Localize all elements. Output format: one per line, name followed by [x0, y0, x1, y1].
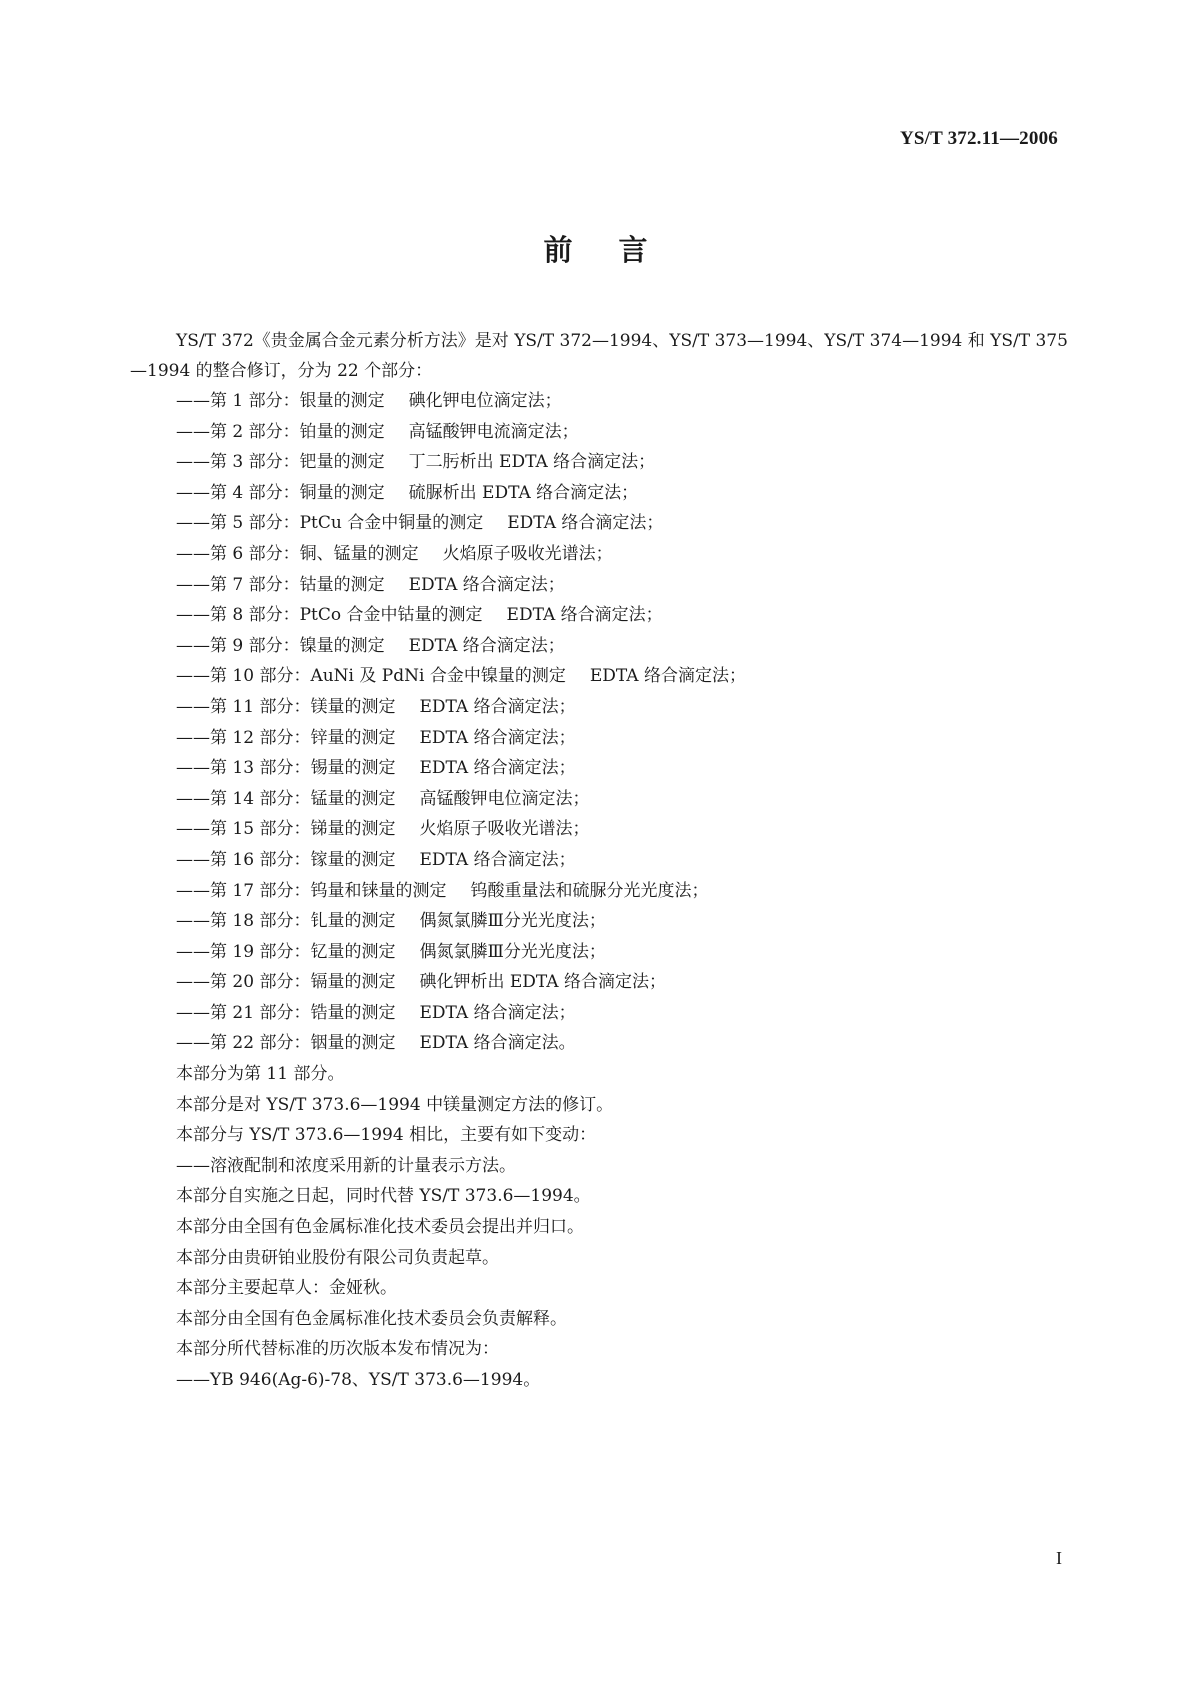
list-item [130, 692, 1070, 723]
list-item [130, 478, 1070, 509]
part-label: ——第 21 部分：锆量的测定 [176, 1002, 396, 1023]
part-label: ——第 15 部分：锑量的测定 [176, 819, 396, 840]
part-method: EDTA 络合滴定法； [419, 758, 576, 779]
list-item [130, 998, 1070, 1029]
part-method: EDTA 络合滴定法； [408, 635, 565, 656]
part-method: EDTA 络合滴定法； [419, 727, 576, 748]
part-label: ——第 18 部分：钆量的测定 [176, 911, 396, 932]
part-method: EDTA 络合滴定法； [506, 605, 663, 626]
part-method: 高锰酸钾电位滴定法； [419, 788, 590, 809]
statement-line: 本部分为第 11 部分。 [176, 1064, 345, 1085]
part-method: 高锰酸钾电流滴定法； [408, 421, 579, 442]
list-item [130, 937, 1070, 968]
parts-list [130, 386, 1070, 1059]
list-item [130, 631, 1070, 662]
statement-line: 本部分所代替标准的历次版本发布情况为： [176, 1339, 499, 1360]
part-label: ——第 22 部分：铟量的测定 [176, 1033, 396, 1054]
list-item [130, 539, 1070, 570]
part-method: 碘化钾电位滴定法； [408, 391, 562, 411]
part-label: ——第 17 部分：钨量和铼量的测定 [176, 880, 447, 901]
list-item [130, 967, 1070, 998]
part-method: 火焰原子吸收光谱法； [442, 543, 613, 564]
part-method: EDTA 络合滴定法； [419, 849, 576, 870]
statement-line: 本部分是对 YS/T 373.6—1994 中镁量测定方法的修订。 [176, 1094, 614, 1115]
document-body [130, 326, 1070, 1396]
part-label: ——第 9 部分：镍量的测定 [176, 635, 385, 656]
part-label: ——第 3 部分：钯量的测定 [176, 452, 385, 473]
statement-line: 本部分由全国有色金属标准化技术委员会负责解释。 [176, 1308, 567, 1329]
statements [130, 1059, 1070, 1396]
statement-line: 本部分与 YS/T 373.6—1994 相比，主要有如下变动： [176, 1125, 597, 1146]
statement-line: 本部分由贵研铂业股份有限公司负责起草。 [176, 1247, 499, 1268]
part-label: ——第 4 部分：铜量的测定 [176, 482, 385, 503]
list-item [130, 386, 1070, 417]
part-method: EDTA 络合滴定法； [589, 666, 746, 687]
part-label: ——第 2 部分：铂量的测定 [176, 421, 385, 442]
part-label: ——第 10 部分：AuNi 及 PdNi 合金中镍量的测定 [176, 666, 566, 687]
part-label: ——第 20 部分：镉量的测定 [176, 972, 396, 993]
part-method: 丁二肟析出 EDTA 络合滴定法； [408, 452, 656, 473]
list-item [130, 906, 1070, 937]
list-item [130, 876, 1070, 907]
list-item [130, 661, 1070, 692]
list-item [130, 814, 1070, 845]
list-item [130, 845, 1070, 876]
list-item [130, 417, 1070, 448]
part-method: 硫脲析出 EDTA 络合滴定法； [408, 482, 639, 503]
part-method: EDTA 络合滴定法； [419, 696, 576, 717]
part-label: ——第 6 部分：铜、锰量的测定 [176, 543, 419, 564]
part-label: ——第 7 部分：钴量的测定 [176, 574, 385, 595]
statement-line: 本部分主要起草人：金娅秋。 [176, 1278, 397, 1299]
document-code: YS/T 372.11—2006 [899, 128, 1058, 149]
part-method: EDTA 络合滴定法； [408, 574, 565, 595]
part-label: ——第 13 部分：锡量的测定 [176, 758, 396, 779]
part-label: ——第 14 部分：锰量的测定 [176, 788, 396, 809]
part-label: ——第 11 部分：镁量的测定 [176, 696, 396, 717]
part-method: 偶氮氯膦Ⅲ分光光度法； [419, 941, 606, 962]
part-method: 碘化钾析出 EDTA 络合滴定法； [419, 972, 666, 993]
list-item [130, 600, 1070, 631]
part-method: 偶氮氯膦Ⅲ分光光度法； [419, 911, 606, 932]
part-label: ——第 12 部分：锌量的测定 [176, 727, 396, 748]
statement-line: 本部分由全国有色金属标准化技术委员会提出并归口。 [176, 1217, 584, 1238]
part-label: ——第 8 部分：PtCo 合金中钴量的测定 [176, 605, 483, 626]
statement-line: 本部分自实施之日起，同时代替 YS/T 373.6—1994。 [176, 1186, 591, 1207]
page-number: I [1056, 1548, 1062, 1568]
list-item [130, 508, 1070, 539]
part-label: ——第 16 部分：镓量的测定 [176, 849, 396, 870]
statement-line: ——YB 946(Ag-6)-78、YS/T 373.6—1994。 [176, 1370, 541, 1390]
list-item [130, 784, 1070, 815]
intro-paragraph: YS/T 372《贵金属合金元素分析方法》是对 YS/T 372—1994、YS/T 373—1994、YS/T 374—1994 和 YS/T 375—1994 的整合修订，分为 22 个部分： [130, 331, 1068, 381]
part-method: 火焰原子吸收光谱法； [419, 819, 590, 840]
list-item [130, 447, 1070, 478]
part-method: EDTA 络合滴定法。 [419, 1033, 576, 1054]
statement-line: ——溶液配制和浓度采用新的计量表示方法。 [176, 1155, 516, 1176]
part-method: EDTA 络合滴定法； [419, 1002, 576, 1023]
list-item [130, 1028, 1070, 1059]
list-item [130, 753, 1070, 784]
part-method: 钨酸重量法和硫脲分光光度法； [470, 880, 709, 901]
part-label: ——第 1 部分：银量的测定 [176, 391, 385, 411]
part-method: EDTA 络合滴定法； [507, 513, 664, 534]
part-label: ——第 5 部分：PtCu 合金中铜量的测定 [176, 513, 484, 534]
part-label: ——第 19 部分：钇量的测定 [176, 941, 396, 962]
page-title: 前言 [543, 233, 694, 267]
list-item [130, 570, 1070, 601]
list-item [130, 723, 1070, 754]
